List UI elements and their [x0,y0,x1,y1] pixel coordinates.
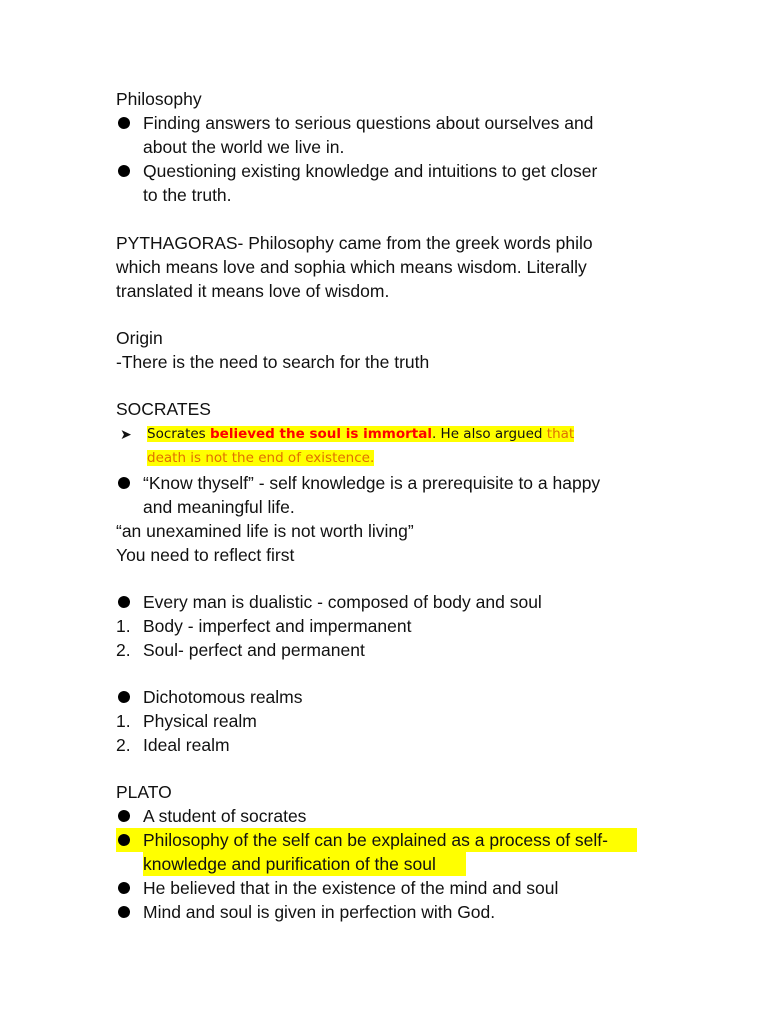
list-item: Questioning existing knowledge and intuitions to get closer [143,161,598,181]
bullet-icon [118,477,130,489]
list-number: 2. [116,640,131,660]
list-number: 2. [116,735,131,755]
numbered-item: Soul- perfect and permanent [143,640,365,660]
list-item: He believed that in the existence of the mind and soul [143,878,559,898]
highlighted-line [147,447,374,469]
bullet-icon [118,165,130,177]
text-run: that [546,426,575,442]
list-item: Every man is dualistic - composed of body and soul [143,592,542,612]
list-item-cont: knowledge and purification of the soul [143,854,436,874]
bullet-icon [118,596,130,608]
text-run: death is not the end of existence. [147,450,375,466]
emphasized-text: believed the soul is immortal [210,426,432,442]
list-number: 1. [116,616,131,636]
list-item: Finding answers to serious questions about ourselves and [143,113,594,133]
bullet-icon [118,906,130,918]
list-item-cont: about the world we live in. [143,137,345,157]
paragraph-line: which means love and sophia which means wisdom. Literally [116,257,587,277]
highlighted-line [147,423,574,445]
numbered-item: Ideal realm [143,735,230,755]
list-item-cont: to the truth. [143,185,232,205]
bullet-icon [118,810,130,822]
arrow-bullet-icon: ➤ [120,426,132,442]
list-item-cont: and meaningful life. [143,497,295,517]
list-item: Dichotomous realms [143,687,303,707]
text-run: Socrates [147,426,210,442]
paragraph-line: -There is the need to search for the truth [116,352,430,372]
bullet-icon [118,117,130,129]
quote-line: “an unexamined life is not worth living” [116,521,414,541]
list-item-highlighted: Philosophy of the self can be explained as a process of self- [143,830,608,850]
paragraph-line: You need to reflect first [116,545,295,565]
numbered-item: Physical realm [143,711,257,731]
heading-plato: PLATO [116,782,172,802]
bullet-icon [118,834,130,846]
numbered-item: Body - imperfect and impermanent [143,616,412,636]
paragraph-line: PYTHAGORAS- Philosophy came from the greek words philo [116,233,593,253]
heading-origin: Origin [116,328,163,348]
text-run: . He also argued [431,426,547,442]
list-item: Mind and soul is given in perfection with God. [143,902,496,922]
bullet-icon [118,691,130,703]
heading-philosophy: Philosophy [116,89,202,109]
heading-socrates: SOCRATES [116,399,211,419]
list-item: A student of socrates [143,806,307,826]
list-item: “Know thyself” - self knowledge is a prerequisite to a happy [143,473,601,493]
bullet-icon [118,882,130,894]
list-number: 1. [116,711,131,731]
paragraph-line: translated it means love of wisdom. [116,281,390,301]
